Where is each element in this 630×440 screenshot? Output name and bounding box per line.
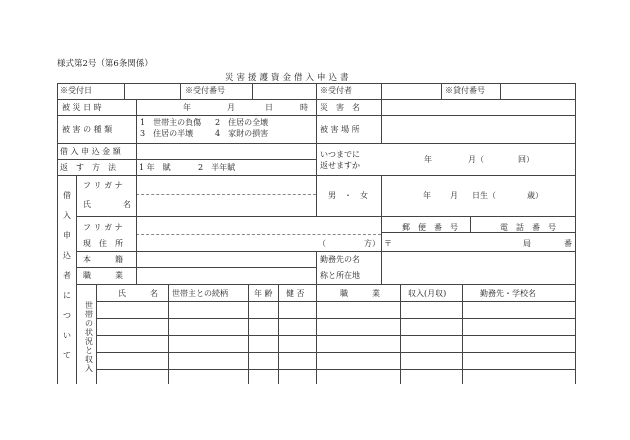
household-col-occupation: 職 業 xyxy=(340,289,380,298)
repayment-method-label: 返 す 方 法 xyxy=(60,163,116,172)
damage-option-4: 4 家財の損害 xyxy=(215,129,269,138)
postal-code-label: 郵 便 番 号 xyxy=(402,223,458,232)
name-label: 氏 名 xyxy=(83,200,131,209)
loan-amount-label: 借 入 申 込 金 額 xyxy=(60,147,121,156)
phone-number-label: 電 話 番 号 xyxy=(500,223,556,232)
disaster-year-unit: 年 xyxy=(183,103,191,112)
address-paren-open: （ xyxy=(318,239,326,248)
workplace-label-1: 勤務先の名 xyxy=(320,255,360,264)
household-col-workplace: 勤務先・学校名 xyxy=(480,289,536,298)
repayment-option-1: 1 年 賦 xyxy=(139,163,171,172)
damage-option-3: 3 住居の半壊 xyxy=(140,129,194,138)
damage-option-2: 2 住居の全壊 xyxy=(215,118,269,127)
registered-domicile-label: 本 籍 xyxy=(83,255,123,264)
household-col-relation: 世帯主との続柄 xyxy=(172,289,228,298)
form-title: 災害援護資金借入申込書 xyxy=(225,73,352,83)
disaster-month-unit: 月 xyxy=(227,103,235,112)
occupation-label: 職 業 xyxy=(83,271,123,280)
repay-times-unit: 回） xyxy=(518,155,534,164)
address-paren-close: 方） xyxy=(364,239,380,248)
household-col-income: 収入(月収) xyxy=(408,289,447,298)
furigana-label: フ リ ガ ナ xyxy=(83,181,123,190)
postal-mark: 〒 xyxy=(384,239,392,248)
household-col-name: 氏 名 xyxy=(118,289,158,298)
age-unit: 歳） xyxy=(527,191,543,200)
repay-month-unit: 月（ xyxy=(468,155,484,164)
address-label: 現 住 所 xyxy=(83,239,123,248)
loan-number-label: ※貸付番号 xyxy=(445,86,485,95)
repay-year-unit: 年 xyxy=(424,155,432,164)
birth-day-unit: 日生（ xyxy=(472,191,496,200)
received-number-label: ※受付番号 xyxy=(185,86,225,95)
phone-exchange-unit: 局 xyxy=(523,239,531,248)
sex-options: 男 ・ 女 xyxy=(328,191,368,200)
disaster-name-label: 災 害 名 xyxy=(320,103,360,112)
damage-place-label: 被 害 場 所 xyxy=(320,125,360,134)
received-date-label: ※受付日 xyxy=(60,86,92,95)
repay-until-label-1: いつまでに xyxy=(320,150,360,159)
birth-month-unit: 月 xyxy=(450,191,458,200)
repay-until-label-2: 返せますか xyxy=(320,161,360,170)
household-col-age: 年 齢 xyxy=(254,289,273,298)
damage-option-1: 1 世帯主の負傷 xyxy=(140,118,202,127)
household-col-health: 健 否 xyxy=(286,289,305,298)
receiver-label: ※受付者 xyxy=(320,86,352,95)
birth-year-unit: 年 xyxy=(423,191,431,200)
workplace-label-2: 称と所在地 xyxy=(320,271,360,280)
repayment-option-2: 2 半年賦 xyxy=(198,163,236,172)
damage-type-label: 被 害 の 種 類 xyxy=(62,125,113,134)
phone-number-unit: 番 xyxy=(564,239,572,248)
form-code: 様式第2号（第6条関係） xyxy=(57,59,153,69)
applicant-side-label: 借 入 申 込 者 に つ い て xyxy=(63,191,71,360)
disaster-datetime-label: 被 災 日 時 xyxy=(62,103,102,112)
disaster-hour-unit: 時 xyxy=(300,103,308,112)
household-side-label: 世 帯 の 状 況 と 収 入 xyxy=(85,301,93,373)
disaster-day-unit: 日 xyxy=(265,103,273,112)
furigana-label-2: フ リ ガ ナ xyxy=(83,223,123,232)
